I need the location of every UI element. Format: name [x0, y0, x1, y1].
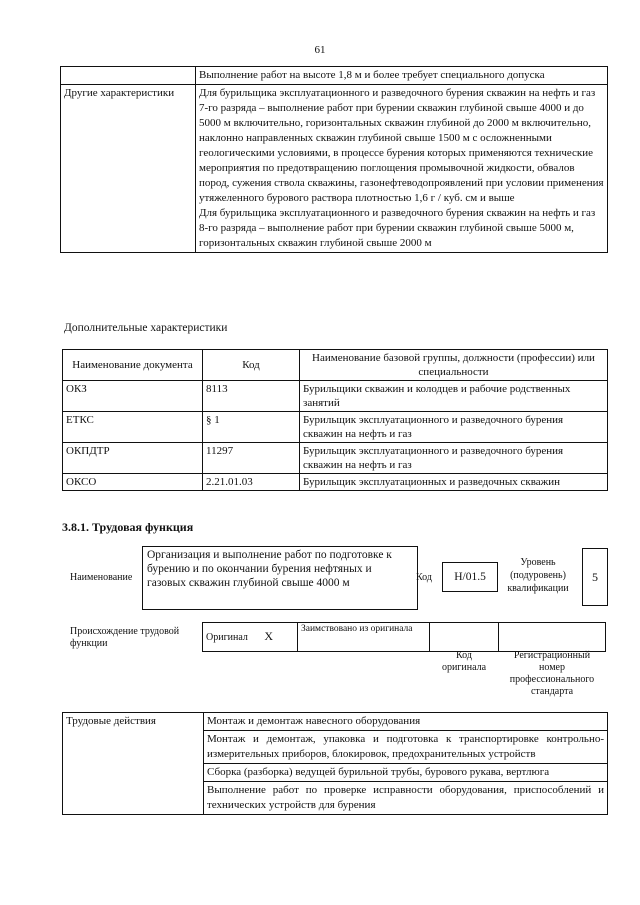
labor-action-item: Монтаж и демонтаж навесного оборудования — [204, 713, 608, 731]
col-header-name: Наименование базовой группы, должности (профессии) или специальности — [300, 350, 608, 381]
level-value: 5 — [592, 570, 598, 584]
additional-characteristics-heading: Дополнительные характеристики — [64, 322, 228, 334]
table-row — [63, 443, 608, 474]
row-name: Бурильщик эксплуатационных и разведочных скважин — [300, 474, 608, 491]
other-text-rank-8: Для бурильщика эксплуатационного и разведочного бурения скважин на нефть и газ 8-го разряда – выполнение работ при бурении скважин глубиной свыше 5000 м, горизонтальных скважин глубиной свыше 2000 м — [199, 207, 596, 249]
row-name: Бурильщик эксплуатационного и разведочного бурения скважин на нефть и газ — [300, 443, 608, 474]
row-code: 8113 — [203, 381, 300, 412]
borrowed-label: Заимствовано из оригинала — [301, 624, 413, 634]
name-label: Наименование — [70, 572, 133, 583]
function-name-value: Организация и выполнение работ по подготовке к бурению и по окончании бурения нефтяных и газовых скважин глубиной свыше 4000 м — [147, 549, 392, 589]
other-text-rank-7: Для бурильщика эксплуатационного и разведочного бурения скважин на нефть и газ 7-го разряда – выполнение работ при бурении скважин глубиной свыше 4000 и до 5000 м включительно, горизонтальных скважин глубиной до 2000 м включительно, наклонно направленных скважин глубиной свыше 1500 м с осложненными геологическими условиями, в процессе бурения которых применяются технические мероприятия по предотвращению поглощения промывочной жидкости, обвалов пород, сужения ствола скважины, газонефтеводопроявлений при условии применения утяжеленного бурового раствора плотностью 1,6 г / куб. см и выше — [199, 87, 604, 204]
row-code: 2.21.01.03 — [203, 474, 300, 491]
function-name-box — [142, 546, 418, 610]
row-name: Бурильщики скважин и колодцев и рабочие родственных занятий — [300, 381, 608, 412]
table-row — [63, 412, 608, 443]
row-doc: ОКСО — [63, 474, 203, 491]
row-doc: ЕТКС — [63, 412, 203, 443]
other-characteristics-text — [196, 85, 608, 253]
characteristics-table — [60, 66, 608, 253]
table-row — [63, 474, 608, 491]
origin-table — [202, 622, 606, 652]
labor-action-item: Сборка (разборка) ведущей бурильной трубы, бурового рукава, вертлюга — [204, 764, 608, 782]
labor-actions-label: Трудовые действия — [63, 713, 204, 815]
original-mark: X — [264, 629, 274, 643]
original-cell — [203, 623, 298, 652]
row-doc: ОКЗ — [63, 381, 203, 412]
row-name: Бурильщик эксплуатационного и разведочного бурения скважин на нефть и газ — [300, 412, 608, 443]
code-label: Код — [416, 572, 432, 583]
col-header-code: Код — [203, 350, 300, 381]
empty-label-cell — [61, 67, 196, 85]
code-original-caption: Код оригинала — [441, 650, 487, 673]
labor-action-item: Монтаж и демонтаж, упаковка и подготовка к транспортировке контрольно-измерительных приборов, блокировок, предохранительных устройств — [204, 731, 608, 764]
other-characteristics-label: Другие характеристики — [61, 85, 196, 253]
origin-label: Происхождение трудовой функции — [70, 626, 180, 649]
reg-number-caption: Регистрационный номер профессионального стандарта — [509, 650, 595, 697]
borrowed-cell — [298, 623, 430, 652]
page-number: 61 — [314, 44, 326, 56]
row-code: 11297 — [203, 443, 300, 474]
additional-characteristics-table — [62, 349, 608, 491]
row-doc: ОКПДТР — [63, 443, 203, 474]
table-row — [63, 381, 608, 412]
reg-number-cell — [499, 623, 606, 652]
code-value: Н/01.5 — [454, 571, 486, 583]
level-label: Уровень (подуровень) квалификации — [507, 557, 569, 594]
labor-actions-table — [62, 712, 608, 815]
level-box — [582, 548, 608, 606]
labor-function-title: 3.8.1. Трудовая функция — [62, 520, 194, 534]
code-original-cell — [430, 623, 499, 652]
height-requirement-text: Выполнение работ на высоте 1,8 м и более требует специального допуска — [196, 67, 608, 85]
labor-action-item: Выполнение работ по проверке исправности оборудования, приспособлений и технических устройств для бурения — [204, 782, 608, 815]
original-label: Оригинал — [206, 632, 248, 643]
col-header-document: Наименование документа — [63, 350, 203, 381]
code-box — [442, 562, 498, 592]
row-code: § 1 — [203, 412, 300, 443]
